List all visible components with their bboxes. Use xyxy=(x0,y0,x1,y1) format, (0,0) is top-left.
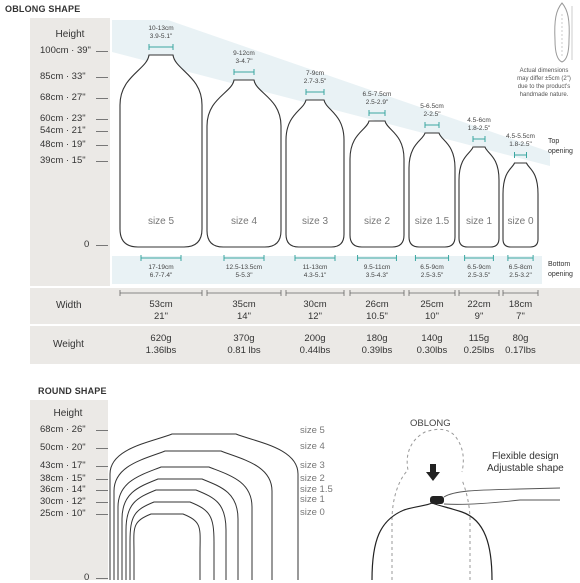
bottom-opening-dimension: 12.5-13.5cm 5-5.3" xyxy=(225,264,263,279)
width-cell: 18cm 7" xyxy=(508,299,533,322)
round-height-tick-label: 30cm · 12" xyxy=(40,496,86,507)
top-opening-dimension: 5-6.5cm 2-2.5" xyxy=(420,103,444,118)
bottom-opening-dimension: 6.5-9cm 2.5-3.5" xyxy=(467,264,491,279)
width-cell: 25cm 10" xyxy=(420,299,444,322)
top-opening-dimension: 6.5-7.5cm 2.5-2.9" xyxy=(362,91,392,106)
round-size-label: size 3 xyxy=(300,460,325,471)
arrow-down-icon xyxy=(426,464,440,481)
weight-row-label: Weight xyxy=(53,339,84,350)
round-size-label: size 5 xyxy=(300,425,325,436)
top-opening-dimension: 4.5-5.5cm 1.8-2.5" xyxy=(506,133,535,148)
oblong-height-tick-label: 60cm · 23" xyxy=(40,113,86,124)
round-size-label: size 1.5 xyxy=(300,484,333,495)
bottom-opening-dimension: 6.5-9cm 2.5-3.5" xyxy=(420,264,444,279)
round-size-label: size 2 xyxy=(300,473,325,484)
width-cell: 26cm 10.5" xyxy=(365,299,389,322)
round-size-label: size 0 xyxy=(300,507,325,518)
oblong-height-tick-label: 0 xyxy=(84,239,90,250)
width-cell: 22cm 9" xyxy=(467,299,491,322)
oblong-section-title: OBLONG SHAPE xyxy=(5,4,81,14)
top-opening-dimension: 7-9cm 2.7-3.5" xyxy=(303,70,327,85)
round-size-label: size 4 xyxy=(300,441,325,452)
oblong-size-label: size 5 xyxy=(147,216,175,227)
width-cell: 35cm 14" xyxy=(232,299,256,322)
round-height-tick-label: 38cm · 15" xyxy=(40,473,86,484)
round-height-tick-label: 68cm · 26" xyxy=(40,424,86,435)
oblong-size-label: size 2 xyxy=(363,216,391,227)
oblong-size-label: size 4 xyxy=(230,216,258,227)
oblong-height-tick-label: 85cm · 33" xyxy=(40,71,86,82)
width-cell: 30cm 12" xyxy=(303,299,327,322)
round-height-tick-label: 25cm · 10" xyxy=(40,508,86,519)
weight-cell: 80g 0.17lbs xyxy=(505,333,536,356)
oblong-height-tick-label: 68cm · 27" xyxy=(40,92,86,103)
top-opening-label: Top opening xyxy=(548,138,573,155)
round-height-tick-label: 50cm · 20" xyxy=(40,442,86,453)
bottom-opening-dimension: 9.5-11cm 3.5-4.3" xyxy=(363,264,391,279)
round-size-label: size 1 xyxy=(300,494,325,505)
oblong-height-tick-label: 39cm · 15" xyxy=(40,155,86,166)
illustration-caption: Flexible design Adjustable shape xyxy=(487,451,564,474)
oblong-height-tick-label: 100cm · 39" xyxy=(40,45,91,56)
illustration-heading: OBLONG xyxy=(410,418,451,429)
weight-cell: 620g 1.36lbs xyxy=(145,333,177,356)
weight-cell: 200g 0.44lbs xyxy=(299,333,331,356)
bottom-opening-dimension: 11-13cm 4.3-5.1" xyxy=(302,264,328,279)
weight-cell: 115g 0.25lbs xyxy=(463,333,495,356)
dimension-note: Actual dimensions may differ ±5cm (2") due to the product's handmade nature. xyxy=(517,68,571,98)
weight-cell: 180g 0.39lbs xyxy=(361,333,393,356)
oblong-height-heading: Height xyxy=(55,29,85,40)
top-opening-dimension: 4.5-6cm 1.8-2.5" xyxy=(467,117,491,132)
weight-cell: 140g 0.30lbs xyxy=(416,333,448,356)
round-height-heading: Height xyxy=(53,408,83,419)
weight-cell: 370g 0.81 lbs xyxy=(227,333,261,356)
bottom-opening-dimension: 6.5-8cm 2.5-3.2" xyxy=(508,264,533,279)
oblong-size-label: size 1.5 xyxy=(414,216,450,227)
bottom-opening-dimension: 17-19cm 6.7-7.4" xyxy=(148,264,174,279)
bottom-opening-label: Bottom opening xyxy=(548,261,573,278)
oblong-size-label: size 1 xyxy=(465,216,493,227)
top-opening-dimension: 10-13cm 3.9-5.1" xyxy=(148,25,174,40)
oblong-height-tick-label: 48cm · 19" xyxy=(40,139,86,150)
width-cell: 53cm 21" xyxy=(149,299,173,322)
round-section-title: ROUND SHAPE xyxy=(38,386,107,396)
width-row-label: Width xyxy=(56,300,82,311)
round-height-tick-label: 43cm · 17" xyxy=(40,460,86,471)
top-opening-dimension: 9-12cm 3-4.7" xyxy=(233,50,255,65)
oblong-size-label: size 3 xyxy=(301,216,329,227)
oblong-height-tick-label: 54cm · 21" xyxy=(40,125,86,136)
round-height-tick-label: 36cm · 14" xyxy=(40,484,86,495)
round-height-tick-label: 0 xyxy=(84,572,90,583)
oblong-size-label: size 0 xyxy=(507,216,534,227)
